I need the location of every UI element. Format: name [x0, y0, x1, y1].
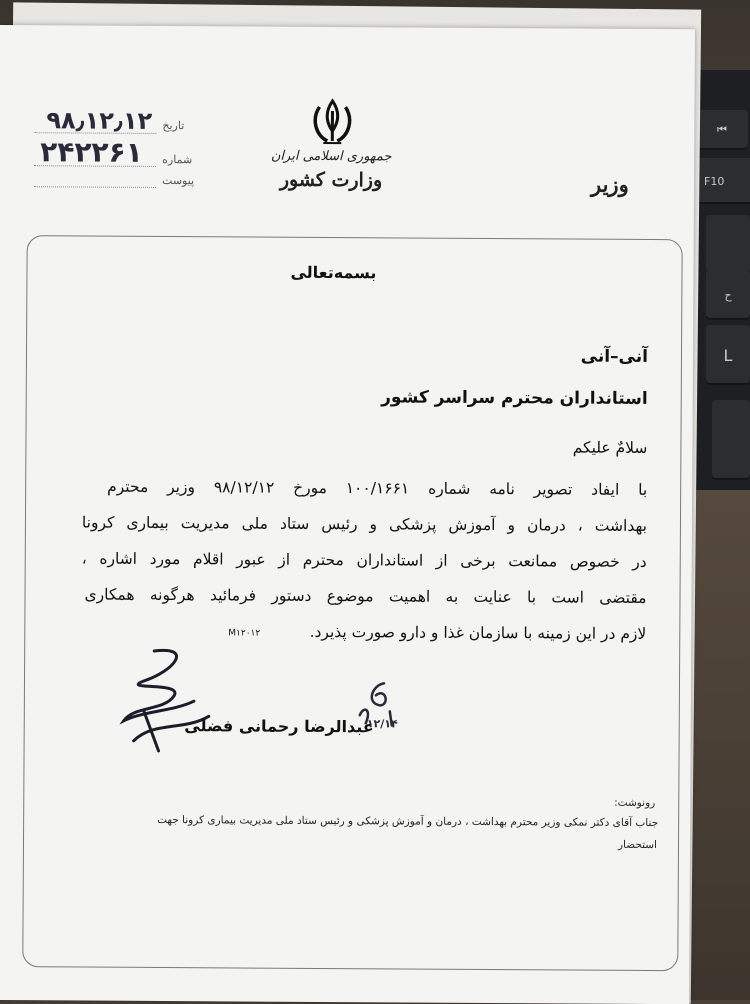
recipient: استانداران محترم سراسر کشور: [381, 387, 648, 409]
urgency-mark: آنی–آنی: [580, 346, 649, 367]
ministry-name: وزارت کشور: [279, 168, 383, 192]
signatory-name: عبدالرضا رحمانی فضلی: [184, 716, 374, 737]
sender-title: وزیر: [590, 171, 629, 197]
date-label: تاریخ: [162, 118, 185, 133]
keyboard-key-blank: [712, 400, 750, 480]
key-label: ⏮: [717, 123, 727, 136]
number-label: شماره: [162, 152, 193, 167]
body-line: لازم در این زمینه با سازمان غذا و دارو صورت پذیرد.: [309, 622, 647, 643]
country-name: جمهوری اسلامی ایران: [270, 148, 392, 165]
attachment-line: [34, 186, 156, 188]
iran-emblem-icon: [309, 97, 355, 149]
key-label: F10: [704, 174, 725, 188]
attachment-label: پیوست: [162, 173, 195, 188]
number-value: ۲۴۲۲۶۱: [40, 135, 143, 169]
body-line: مقتضی است با عنایت به اهمیت موضوع دستور فرمائید هرگونه همکاری: [84, 585, 647, 607]
keyboard-key-l: [706, 325, 750, 385]
keyboard-key-arabic: [706, 270, 750, 320]
keyboard-key-blank: [706, 215, 750, 275]
cc-label: رونوشت:: [614, 796, 656, 810]
letterhead-meta: [34, 106, 210, 221]
date-value: ۹۸٫۱۲٫۱۲: [46, 106, 153, 135]
key-label: L: [723, 345, 733, 365]
key-label: ح: [724, 288, 732, 302]
keyboard-key-f10: [696, 158, 750, 204]
reference-code: M۱۲۰۱۲: [228, 628, 261, 639]
body-line: با ایفاد تصویر نامه شماره ۱۰۰/۱۶۶۱ مورخ ۹۸/۱۲/۱۲ وزیر محترم: [107, 477, 648, 499]
greeting: سلامٌ علیکم: [572, 438, 648, 457]
cc-line: جناب آقای دکتر نمکی وزیر محترم بهداشت ، درمان و آموزش پزشکی و رئیس ستاد ملی مدیریت بیماری کرونا جهت: [157, 813, 659, 830]
cc-action: استحضار: [617, 838, 658, 852]
keyboard-key-media: [696, 110, 748, 150]
margin-note: ۱۲/۱۴: [366, 717, 398, 731]
signature-scribble-icon: [114, 641, 225, 762]
body-line: در خصوص ممانعت برخی از استانداران محترم از عبور اقلام مورد اشاره ،: [81, 549, 647, 571]
bismillah: بسمه‌تعالی: [290, 262, 377, 283]
body-line: بهداشت ، درمان و آموزش پزشکی و رئیس ستاد ملی مدیریت بیماری کرونا: [81, 513, 648, 535]
letter-page: [0, 25, 695, 1004]
